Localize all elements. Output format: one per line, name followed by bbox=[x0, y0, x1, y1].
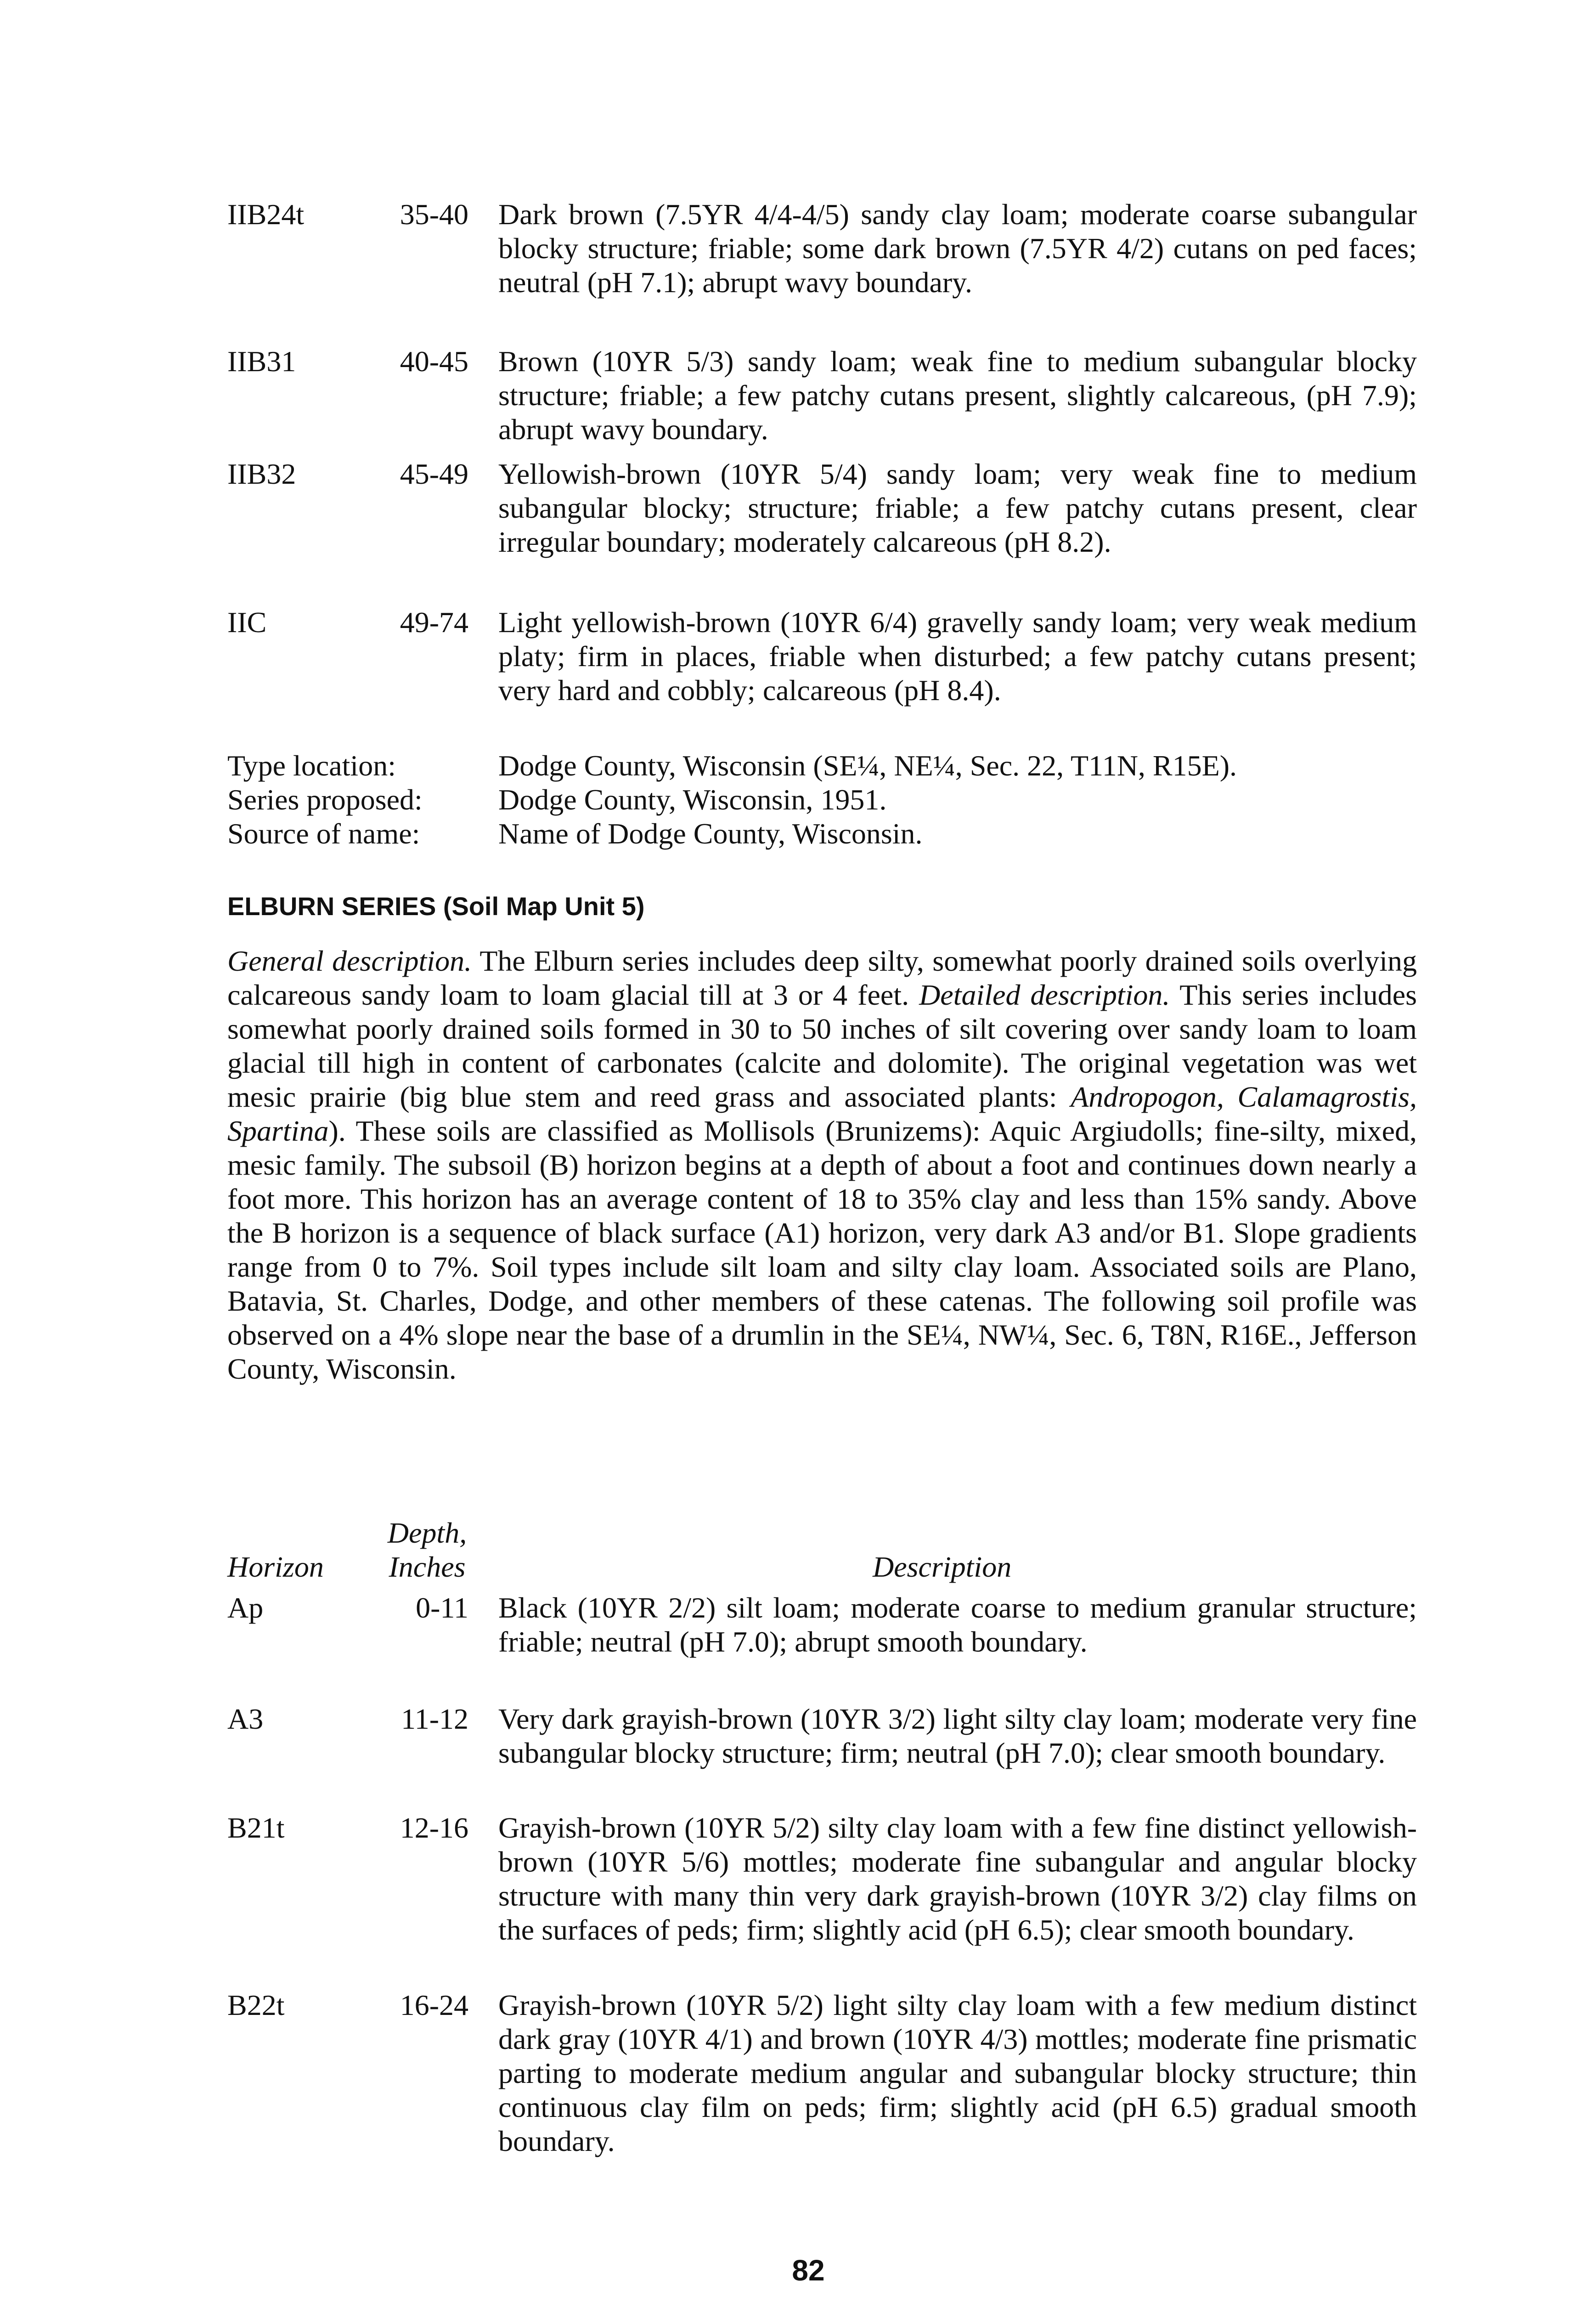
depth-header-line2: Inches bbox=[389, 1550, 466, 1583]
series-info-value: Name of Dodge County, Wisconsin. bbox=[498, 817, 923, 850]
horizon-description: Light yellowish-brown (10YR 6/4) gravelly sandy loam; very weak medium platy; firm in places, friable when disturbed; a few patchy cutans present; very hard and cobbly; calcareous (pH 8.4). bbox=[498, 606, 1417, 707]
series-info-value: Dodge County, Wisconsin (SE¼, NE¼, Sec. 22, T11N, R15E). bbox=[498, 749, 1237, 782]
horizon-label: B21t bbox=[227, 1811, 285, 1844]
horizon-label: IIB32 bbox=[227, 458, 296, 490]
horizon-depth: 0-11 bbox=[416, 1591, 468, 1624]
horizon-depth: 49-74 bbox=[400, 606, 468, 639]
series-info-value: Dodge County, Wisconsin, 1951. bbox=[498, 783, 887, 816]
detailed-description-label: Detailed description. bbox=[919, 979, 1170, 1011]
series-info-label: Series proposed: bbox=[227, 783, 423, 816]
horizon-label: B22t bbox=[227, 1989, 285, 2021]
plant-genera: Andropogon, Calamagrostis, Spartina bbox=[227, 1081, 1417, 1147]
description-header: Description bbox=[873, 1550, 1012, 1583]
horizon-depth: 40-45 bbox=[400, 345, 468, 378]
detailed-description-text-1: This series includes somewhat poorly drained soils formed in 30 to 50 inches of silt covering over sandy loam to loam glacial till high in content of carbonates (calcite and dolomite). The original vegetation was wet mesic prairie (big blue stem and reed grass and associated plants: bbox=[227, 979, 1417, 1113]
horizon-depth: 11-12 bbox=[401, 1703, 468, 1735]
horizon-description: Black (10YR 2/2) silt loam; moderate coarse to medium granular structure; friable; neutral (pH 7.0); abrupt smooth boundary. bbox=[498, 1591, 1417, 1658]
horizon-header: Horizon bbox=[227, 1550, 324, 1583]
horizon-depth: 45-49 bbox=[400, 458, 468, 490]
horizon-depth: 16-24 bbox=[400, 1989, 468, 2021]
general-description-text: The Elburn series includes deep silty, somewhat poorly drained soils overlying calcareous sandy loam to loam glacial till at 3 or 4 feet. bbox=[227, 945, 1417, 1011]
general-description-label: General description. bbox=[227, 945, 472, 977]
series-info-label: Source of name: bbox=[227, 817, 420, 850]
horizon-depth: 35-40 bbox=[400, 198, 468, 231]
section-heading: ELBURN SERIES (Soil Map Unit 5) bbox=[227, 892, 645, 921]
detailed-description-text-2: ). These soils are classified as Mollisols (Brunizems): Aquic Argiudolls; fine-silty, mixed, mesic family. The subsoil (B) horizon begins at a depth of about a foot and continues down nearly a foot more. This horizon has an average content of 18 to 35% clay and less than 15% sandy. Above the B horizon is a sequence of black surface (A1) horizon, very dark A3 and/or B1. Slope gradients range from 0 to 7%. Soil types include silt loam and silty clay loam. Associated soils are Plano, Batavia, St. Charles, Dodge, and other members of these catenas. The following soil profile was observed on a 4% slope near the base of a drumlin in the SE¼, NW¼, Sec. 6, T8N, R16E., Jefferson County, Wisconsin. bbox=[227, 1115, 1417, 1385]
horizon-description: Brown (10YR 5/3) sandy loam; weak fine to medium subangular blocky structure; friable; a few patchy cutans present, slightly calcareous, (pH 7.9); abrupt wavy boundary. bbox=[498, 345, 1417, 446]
horizon-depth: 12-16 bbox=[400, 1811, 468, 1844]
page-number: 82 bbox=[792, 2254, 825, 2287]
horizon-label: IIB24t bbox=[227, 198, 305, 231]
horizon-label: Ap bbox=[227, 1591, 264, 1624]
horizon-label: IIB31 bbox=[227, 345, 296, 378]
horizon-description: Dark brown (7.5YR 4/4-4/5) sandy clay loam; moderate coarse subangular blocky structure; friable; some dark brown (7.5YR 4/2) cutans on ped faces; neutral (pH 7.1); abrupt wavy boundary. bbox=[498, 198, 1417, 299]
series-description bbox=[227, 944, 1417, 1386]
horizon-description: Grayish-brown (10YR 5/2) light silty clay loam with a few medium distinct dark gray (10YR 4/1) and brown (10YR 4/3) mottles; moderate fine prismatic parting to moderate medium angular and subangular blocky structure; thin continuous clay film on peds; firm; slightly acid (pH 6.5) gradual smooth boundary. bbox=[498, 1989, 1417, 2157]
horizon-label: IIC bbox=[227, 606, 267, 639]
horizon-description: Yellowish-brown (10YR 5/4) sandy loam; very weak fine to medium subangular blocky; structure; friable; a few patchy cutans present, clear irregular boundary; moderately calcareous (pH 8.2). bbox=[498, 458, 1417, 558]
depth-header-line1: Depth, bbox=[387, 1516, 467, 1549]
horizon-label: A3 bbox=[227, 1703, 264, 1735]
horizon-description: Very dark grayish-brown (10YR 3/2) light silty clay loam; moderate very fine subangular blocky structure; firm; neutral (pH 7.0); clear smooth boundary. bbox=[498, 1703, 1417, 1769]
horizon-description: Grayish-brown (10YR 5/2) silty clay loam with a few fine distinct yellowish-brown (10YR 5/6) mottles; moderate fine subangular and angular blocky structure with many thin very dark grayish-brown (10YR 3/2) clay films on the surfaces of peds; firm; slightly acid (pH 6.5); clear smooth boundary. bbox=[498, 1811, 1417, 1946]
series-info-label: Type location: bbox=[227, 749, 396, 782]
